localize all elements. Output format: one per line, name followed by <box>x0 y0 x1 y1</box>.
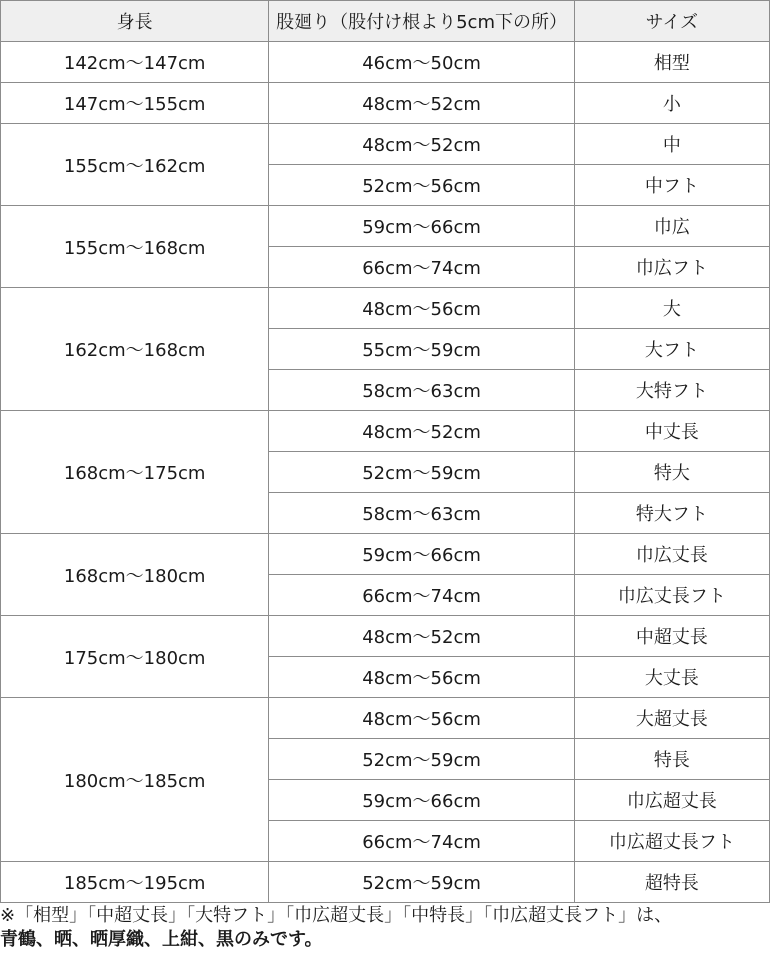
crotch-range-cell: 59cm〜66cm <box>269 780 574 821</box>
size-name-cell: 巾広超丈長 <box>574 780 769 821</box>
table-row <box>1 206 770 247</box>
table-row <box>1 288 770 329</box>
height-range-cell: 162cm〜168cm <box>1 288 269 411</box>
size-name-cell: 巾広丈長フト <box>574 575 769 616</box>
height-column-header: 身長 <box>1 1 269 42</box>
crotch-range-cell: 48cm〜52cm <box>269 83 574 124</box>
crotch-range-cell: 48cm〜56cm <box>269 657 574 698</box>
table-row <box>1 42 770 83</box>
crotch-range-cell: 52cm〜59cm <box>269 452 574 493</box>
height-range-cell: 175cm〜180cm <box>1 616 269 698</box>
size-column-header: サイズ <box>574 1 769 42</box>
table-row <box>1 534 770 575</box>
size-name-cell: 大フト <box>574 329 769 370</box>
table-row <box>1 698 770 739</box>
size-name-cell: 中超丈長 <box>574 616 769 657</box>
crotch-range-cell: 59cm〜66cm <box>269 206 574 247</box>
header-row <box>1 1 770 42</box>
size-name-cell: 巾広丈長 <box>574 534 769 575</box>
table-row <box>1 862 770 903</box>
size-name-cell: 中 <box>574 124 769 165</box>
table-row <box>1 411 770 452</box>
size-name-cell: 超特長 <box>574 862 769 903</box>
crotch-range-cell: 66cm〜74cm <box>269 575 574 616</box>
crotch-column-header: 股廻り（股付け根より5cm下の所） <box>269 1 574 42</box>
height-range-cell: 155cm〜162cm <box>1 124 269 206</box>
height-range-cell: 155cm〜168cm <box>1 206 269 288</box>
footnote-line-1: ※「相型」「中超丈長」「大特フト」「巾広超丈長」「中特長」「巾広超丈長フト」は、 <box>0 905 673 926</box>
size-name-cell: 特大 <box>574 452 769 493</box>
crotch-range-cell: 48cm〜56cm <box>269 698 574 739</box>
crotch-range-cell: 52cm〜59cm <box>269 739 574 780</box>
size-name-cell: 大超丈長 <box>574 698 769 739</box>
table-row <box>1 124 770 165</box>
height-range-cell: 185cm〜195cm <box>1 862 269 903</box>
table-row <box>1 616 770 657</box>
table-row <box>1 83 770 124</box>
size-name-cell: 特大フト <box>574 493 769 534</box>
size-name-cell: 巾広超丈長フト <box>574 821 769 862</box>
crotch-range-cell: 66cm〜74cm <box>269 247 574 288</box>
size-name-cell: 相型 <box>574 42 769 83</box>
height-range-cell: 168cm〜175cm <box>1 411 269 534</box>
height-range-cell: 147cm〜155cm <box>1 83 269 124</box>
crotch-range-cell: 58cm〜63cm <box>269 493 574 534</box>
size-name-cell: 巾広 <box>574 206 769 247</box>
crotch-range-cell: 48cm〜52cm <box>269 411 574 452</box>
size-name-cell: 中丈長 <box>574 411 769 452</box>
height-range-cell: 180cm〜185cm <box>1 698 269 862</box>
crotch-range-cell: 48cm〜52cm <box>269 124 574 165</box>
size-name-cell: 巾広フト <box>574 247 769 288</box>
crotch-range-cell: 48cm〜56cm <box>269 288 574 329</box>
size-name-cell: 小 <box>574 83 769 124</box>
height-range-cell: 142cm〜147cm <box>1 42 269 83</box>
crotch-range-cell: 55cm〜59cm <box>269 329 574 370</box>
crotch-range-cell: 66cm〜74cm <box>269 821 574 862</box>
size-name-cell: 大 <box>574 288 769 329</box>
crotch-range-cell: 52cm〜59cm <box>269 862 574 903</box>
crotch-range-cell: 58cm〜63cm <box>269 370 574 411</box>
crotch-range-cell: 59cm〜66cm <box>269 534 574 575</box>
size-name-cell: 大丈長 <box>574 657 769 698</box>
crotch-range-cell: 52cm〜56cm <box>269 165 574 206</box>
footnote-line-2: 青鶴、晒、晒厚織、上紺、黒のみです。 <box>0 929 323 950</box>
height-range-cell: 168cm〜180cm <box>1 534 269 616</box>
size-chart-body <box>1 42 770 903</box>
size-name-cell: 中フト <box>574 165 769 206</box>
crotch-range-cell: 46cm〜50cm <box>269 42 574 83</box>
footnote <box>0 904 770 952</box>
size-name-cell: 大特フト <box>574 370 769 411</box>
size-name-cell: 特長 <box>574 739 769 780</box>
crotch-range-cell: 48cm〜52cm <box>269 616 574 657</box>
